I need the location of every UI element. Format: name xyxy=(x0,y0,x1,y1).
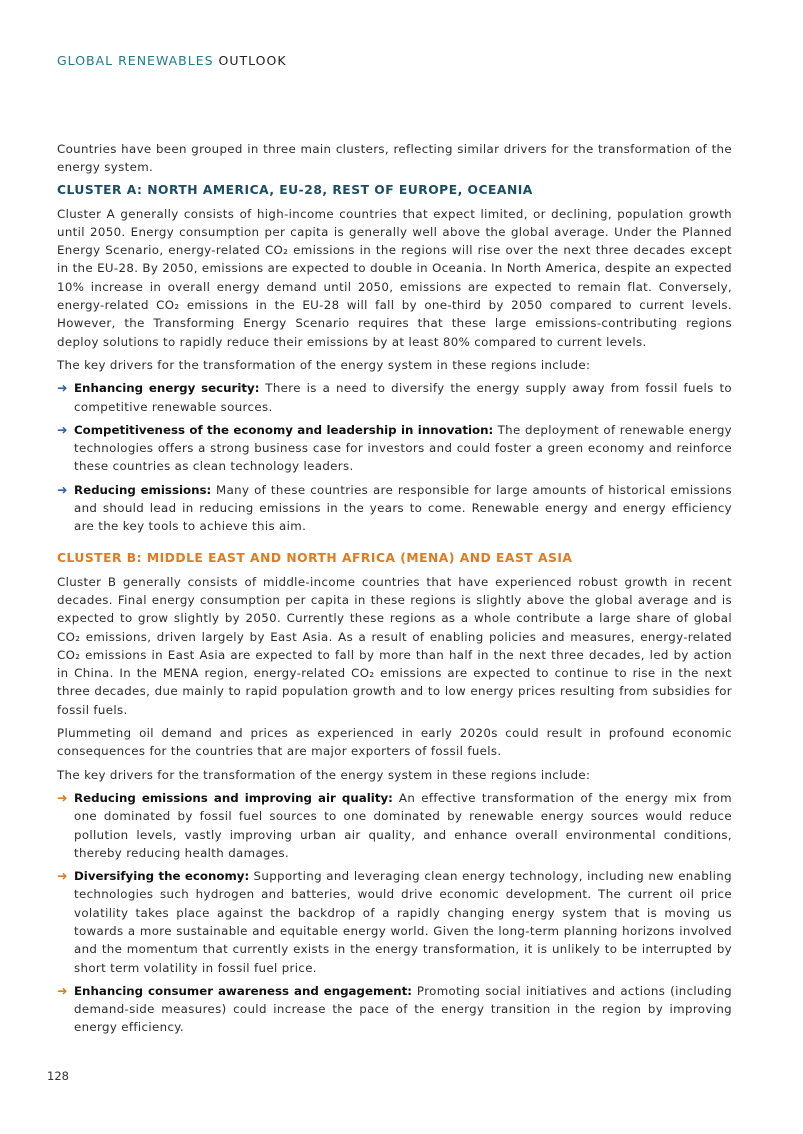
cluster-a-heading: CLUSTER A: NORTH AMERICA, EU-28, REST OF EUROPE, OCEANIA xyxy=(57,182,533,197)
driver-title: Diversifying the economy: xyxy=(74,869,250,884)
list-item xyxy=(57,789,732,862)
arrow-right-icon: ➜ xyxy=(57,481,68,497)
intro-paragraph: Countries have been grouped in three main clusters, reflecting similar drivers for the transformation of the energy system. xyxy=(57,142,732,175)
header-title-part2: OUTLOOK xyxy=(218,53,287,68)
cluster-b-paragraph-2: Plummeting oil demand and prices as experienced in early 2020s could result in profound economic consequences for the countries that are major exporters of fossil fuels. xyxy=(57,726,732,759)
cluster-a-drivers-list xyxy=(57,379,732,535)
driver-text: There is a need to diversify the energy supply away from fossil fuels to competitive renewable sources. xyxy=(74,381,732,414)
cluster-b-drivers-list xyxy=(57,789,732,1037)
driver-title: Enhancing energy security: xyxy=(74,381,260,396)
list-item xyxy=(57,982,732,1037)
page-number: 128 xyxy=(47,1069,69,1083)
main-content xyxy=(57,140,732,1042)
arrow-right-icon: ➜ xyxy=(57,421,68,437)
driver-text: Supporting and leveraging clean energy technology, including new enabling technologies such hydrogen and batteries, would drive economic development. The current oil price volatility takes place against the backdrop of a rapidly changing energy system that is moving us towards a more sustainable and equitable energy world. Given the long-term planning horizons involved and the momentum that currently exists in the energy transformation, it is unlikely to be interrupted by short term volatility in fossil fuel price. xyxy=(74,869,732,975)
cluster-b-heading: CLUSTER B: MIDDLE EAST AND NORTH AFRICA (MENA) AND EAST ASIA xyxy=(57,550,573,565)
cluster-b-section xyxy=(57,550,732,1037)
driver-text: The deployment of renewable energy technologies offers a strong business case for investors and could foster a green economy and reinforce these countries as clean technology leaders. xyxy=(74,422,732,474)
driver-title: Reducing emissions and improving air quality: xyxy=(74,790,393,805)
cluster-a-paragraph: Cluster A generally consists of high-income countries that expect limited, or declining, population growth until 2050. Energy consumption per capita is generally well above the global average. Under the Planned Energy Scenario, energy-related CO₂ emissions in the regions will rise over the next three decades except in the EU-28. By 2050, emissions are expected to double in Oceania. In North America, despite an expected 10% increase in overall energy demand until 2050, emissions are expected to remain flat. Conversely, energy-related CO₂ emissions in the EU-28 will fall by one-third by 2050 compared to current levels. However, the Transforming Energy Scenario requires that these large emissions-contributing regions deploy solutions to rapidly reduce their emissions by at least 80% compared to current levels. xyxy=(57,206,732,349)
cluster-b-paragraph-1: Cluster B generally consists of middle-income countries that have experienced robust growth in recent decades. Final energy consumption per capita in these regions is slightly above the global average and is expected to grow slightly by 2050. Currently these regions as a whole contribute a large share of global CO₂ emissions, driven largely by East Asia. As a result of enabling policies and measures, energy-related CO₂ emissions in East Asia are expected to fall by more than half in the next three decades, led by action in China. In the MENA region, energy-related CO₂ emissions are expected to continue to rise in the next three decades, due mainly to rapid population growth and to low energy prices resulting from subsidies for fossil fuels. xyxy=(57,574,732,717)
header-title-part1: GLOBAL RENEWABLES xyxy=(57,53,214,68)
driver-text: Promoting social initiatives and actions (including demand-side measures) could increase the pace of the energy transition in the region by improving energy efficiency. xyxy=(74,983,732,1035)
driver-text: An effective transformation of the energy mix from one dominated by fossil fuel sources to one dominated by renewable energy sources would reduce pollution levels, vastly improving urban air quality, and enhance overall environmental conditions, thereby reducing health damages. xyxy=(74,790,732,860)
running-header xyxy=(57,53,287,68)
list-item xyxy=(57,481,732,536)
arrow-right-icon: ➜ xyxy=(57,789,68,805)
cluster-b-drivers-intro: The key drivers for the transformation of the energy system in these regions include: xyxy=(57,767,591,782)
driver-title: Reducing emissions: xyxy=(74,482,212,497)
cluster-a-drivers-intro: The key drivers for the transformation of the energy system in these regions include: xyxy=(57,357,591,372)
list-item xyxy=(57,379,732,416)
driver-title: Enhancing consumer awareness and engagement: xyxy=(74,983,413,998)
list-item xyxy=(57,867,732,977)
driver-text: Many of these countries are responsible for large amounts of historical emissions and should lead in reducing emissions in the years to come. Renewable energy and energy efficiency are the key tools to achieve this aim. xyxy=(74,482,732,534)
arrow-right-icon: ➜ xyxy=(57,380,68,396)
cluster-a-section xyxy=(57,182,732,536)
list-item xyxy=(57,421,732,476)
arrow-right-icon: ➜ xyxy=(57,982,68,998)
driver-title: Competitiveness of the economy and leadership in innovation: xyxy=(74,422,494,437)
arrow-right-icon: ➜ xyxy=(57,868,68,884)
